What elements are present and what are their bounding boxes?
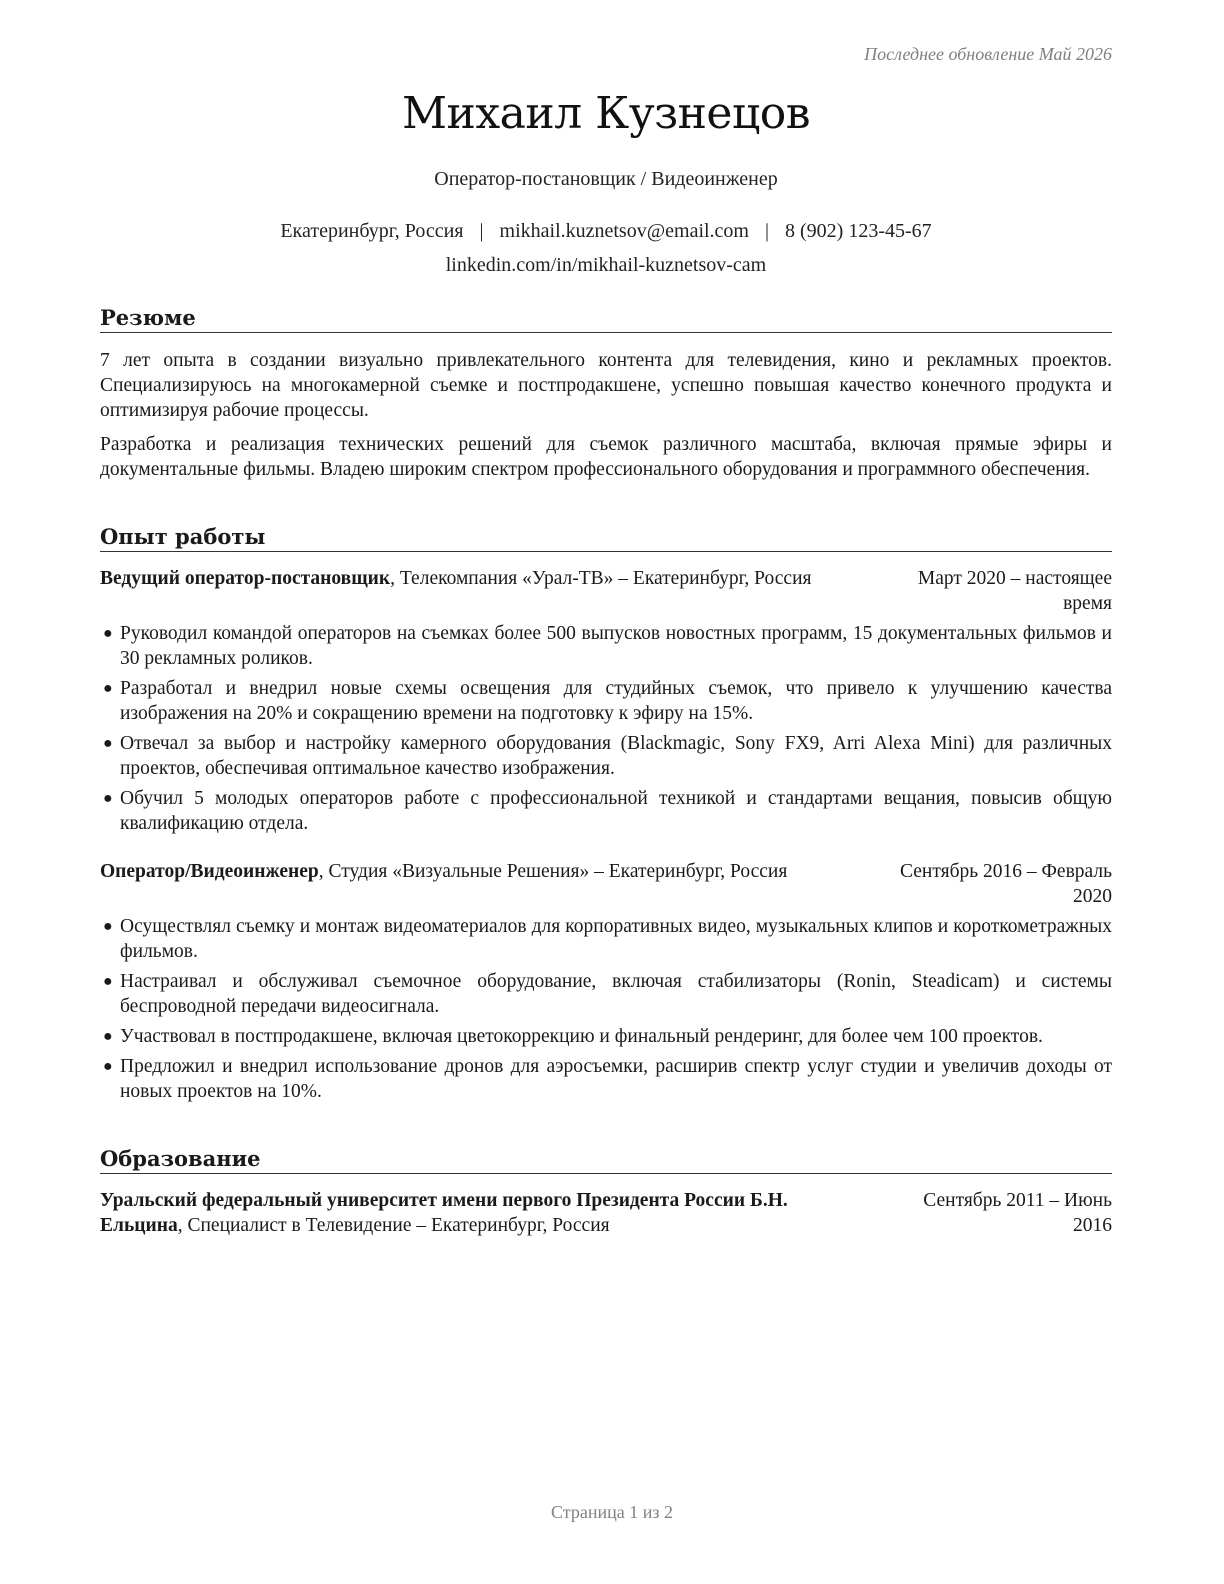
list-item <box>100 731 1112 781</box>
institution-name-part2: Ельцина <box>100 1215 178 1236</box>
summary-paragraph: Разработка и реализация технических решений для съемок различного масштаба, включая прямые эфиры и документальные фильмы. Владею широким спектром профессионального оборудования и программного обеспечения. <box>100 434 1112 480</box>
bullet-icon: ● <box>103 1058 113 1075</box>
job-company: , Студия «Визуальные Решения» – Екатеринбург, Россия <box>318 861 788 882</box>
list-item <box>100 621 1112 671</box>
email-link[interactable]: mikhail.kuznetsov@email.com <box>499 220 749 242</box>
section-heading-education: Образование <box>100 1146 1112 1174</box>
bullet-icon: ● <box>103 918 113 935</box>
job-dates-start: Сентябрь 2016 – Февраль <box>900 861 1112 882</box>
bullet-icon: ● <box>103 735 113 752</box>
education-dates <box>923 1188 1112 1238</box>
job-dates <box>900 859 1112 909</box>
job-bullets <box>100 914 1112 1109</box>
phone: 8 (902) 123-45-67 <box>785 220 932 242</box>
job-dates <box>918 566 1112 616</box>
location: Екатеринбург, Россия <box>280 220 464 242</box>
separator: | <box>479 220 484 242</box>
job-role: Ведущий оператор-постановщик <box>100 568 391 589</box>
list-item <box>100 1024 1112 1049</box>
job-company: , Телекомпания «Урал-ТВ» – Екатеринбург, Россия <box>390 568 812 589</box>
bullet-icon: ● <box>103 680 113 697</box>
bullet-icon: ● <box>103 625 113 642</box>
bullet-text: Настраивал и обслуживал съемочное оборудование, включая стабилизаторы (Ronin, Steadicam) и системы беспроводной передачи видеосигнала. <box>120 971 1112 1017</box>
bullet-icon: ● <box>103 1028 113 1045</box>
list-item <box>100 914 1112 964</box>
job-title-line <box>100 566 812 591</box>
candidate-title: Оператор-постановщик / Видеоинженер <box>434 168 778 190</box>
bullet-icon: ● <box>103 790 113 807</box>
job-bullets <box>100 621 1112 841</box>
bullet-text: Руководил командой операторов на съемках более 500 выпусков новостных программ, 15 документальных фильмов и 30 рекламных роликов. <box>120 623 1112 669</box>
separator: | <box>765 220 770 242</box>
job-dates-end: время <box>1063 593 1112 614</box>
institution-name-part1: Уральский федеральный университет имени первого Президента России Б.Н. <box>100 1190 788 1211</box>
list-item <box>100 676 1112 726</box>
list-item <box>100 786 1112 836</box>
education-institution-line <box>100 1188 788 1238</box>
bullet-text: Обучил 5 молодых операторов работе с профессиональной техникой и стандартами вещания, повысив общую квалификацию отдела. <box>120 788 1112 834</box>
section-heading-summary: Резюме <box>100 305 1112 333</box>
contact-line <box>100 220 1112 243</box>
candidate-name: Михаил Кузнецов <box>401 88 811 139</box>
job-header <box>100 566 1112 616</box>
bullet-icon: ● <box>103 973 113 990</box>
education-dates-start: Сентябрь 2011 – Июнь <box>923 1190 1112 1211</box>
job-dates-end: 2020 <box>1073 886 1112 907</box>
list-item <box>100 969 1112 1019</box>
page-number: Страница 1 из 2 <box>551 1502 673 1522</box>
education-entry <box>100 1188 1112 1238</box>
summary-paragraph: 7 лет опыта в создании визуально привлекательного контента для телевидения, кино и рекламных проектов. Специализируюсь на многокамерной съемке и постпродакшене, успешно повышая качество конечного продукта и оптимизируя рабочие процессы. <box>100 350 1112 421</box>
bullet-text: Предложил и внедрил использование дронов для аэросъемки, расширив спектр услуг студии и увеличив доходы от новых проектов на 10%. <box>120 1056 1112 1102</box>
degree: , Специалист в Телевидение – Екатеринбург, Россия <box>177 1215 610 1236</box>
job-title-line <box>100 859 787 884</box>
job-dates-start: Март 2020 – настоящее <box>917 568 1112 589</box>
bullet-text: Отвечал за выбор и настройку камерного оборудования (Blackmagic, Sony FX9, Arri Alexa Mini) для различных проектов, обеспечивая оптимальное качество изображения. <box>120 733 1112 779</box>
bullet-text: Осуществлял съемку и монтаж видеоматериалов для корпоративных видео, музыкальных клипов и короткометражных фильмов. <box>120 916 1112 962</box>
linkedin-link[interactable]: linkedin.com/in/mikhail-kuznetsov-cam <box>445 254 767 276</box>
last-updated: Последнее обновление Май 2026 <box>864 44 1112 64</box>
list-item <box>100 1054 1112 1104</box>
job-role: Оператор/Видеоинженер <box>100 861 319 882</box>
job-header <box>100 859 1112 909</box>
section-heading-experience: Опыт работы <box>100 524 1112 552</box>
bullet-text: Участвовал в постпродакшене, включая цветокоррекцию и финальный рендеринг, для более чем 100 проектов. <box>120 1026 1043 1047</box>
education-dates-end: 2016 <box>1073 1215 1112 1236</box>
bullet-text: Разработал и внедрил новые схемы освещения для студийных съемок, что привело к улучшению качества изображения на 20% и сокращению времени на подготовку к эфиру на 15%. <box>120 678 1112 724</box>
